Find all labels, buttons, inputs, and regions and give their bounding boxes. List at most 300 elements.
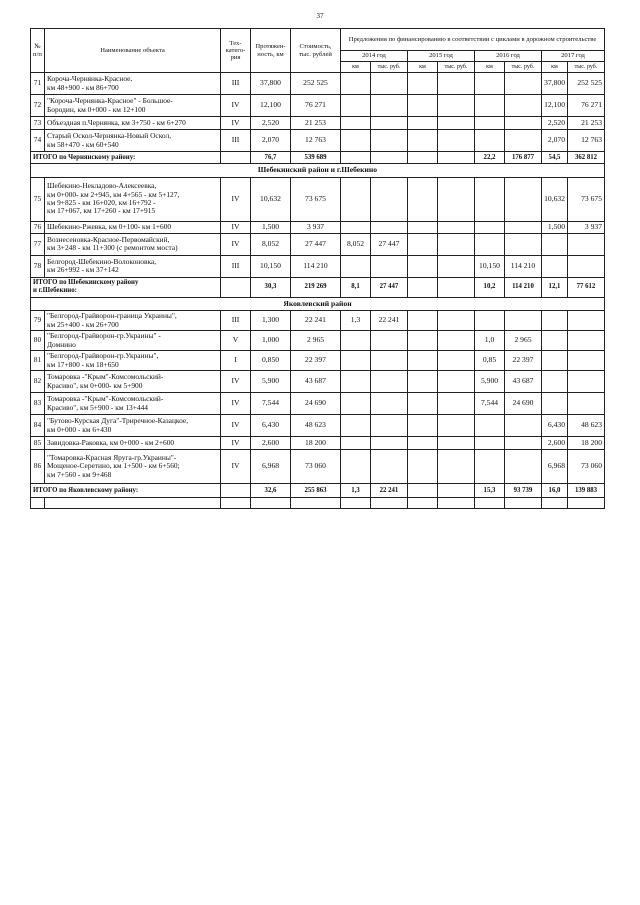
object-name: "Томаровка-Красная Яруга-гр.Украины"- Мощеное-Серетино, км 1+500 - км 6+560; км 7+560 - км 9+468 bbox=[45, 450, 221, 484]
section-header-row bbox=[31, 164, 605, 178]
rub-2015-cell bbox=[438, 130, 475, 152]
empty-row bbox=[31, 498, 605, 509]
empty-cell bbox=[45, 498, 221, 509]
km-2014-cell bbox=[341, 117, 371, 130]
rub-2017-cell: 12 763 bbox=[568, 130, 605, 152]
unit-km-2016: км bbox=[475, 62, 505, 73]
total-label: ИТОГО по Шебекинскому району и г.Шебекино: bbox=[31, 277, 221, 297]
total-km-2017: 16,0 bbox=[542, 484, 568, 498]
col-length-header: Протяжен- ность, км bbox=[251, 29, 291, 73]
length-cell: 1,500 bbox=[251, 221, 291, 233]
rub-2015-cell bbox=[438, 415, 475, 437]
km-2016-cell bbox=[475, 95, 505, 117]
page-number: 37 bbox=[316, 12, 324, 20]
table-row bbox=[31, 73, 605, 95]
table-body bbox=[31, 73, 605, 509]
empty-cell bbox=[505, 498, 542, 509]
row-number: 78 bbox=[31, 255, 45, 277]
length-cell: 7,544 bbox=[251, 393, 291, 415]
total-rub-2016: 114 210 bbox=[505, 277, 542, 297]
cost-cell: 3 937 bbox=[291, 221, 341, 233]
empty-cell bbox=[542, 498, 568, 509]
cost-cell: 27 447 bbox=[291, 233, 341, 255]
total-row bbox=[31, 277, 605, 297]
rub-2015-cell bbox=[438, 351, 475, 371]
total-km-2015 bbox=[408, 152, 438, 164]
cost-cell: 114 210 bbox=[291, 255, 341, 277]
rub-2014-cell bbox=[371, 117, 408, 130]
cost-cell: 24 690 bbox=[291, 393, 341, 415]
km-2015-cell bbox=[408, 177, 438, 221]
total-km-2015 bbox=[408, 484, 438, 498]
cost-cell: 12 763 bbox=[291, 130, 341, 152]
row-number: 82 bbox=[31, 371, 45, 393]
km-2017-cell bbox=[542, 311, 568, 331]
km-2016-cell: 1,0 bbox=[475, 331, 505, 351]
total-km-2016: 22,2 bbox=[475, 152, 505, 164]
category-cell: III bbox=[221, 311, 251, 331]
cost-cell: 73 675 bbox=[291, 177, 341, 221]
row-number: 77 bbox=[31, 233, 45, 255]
category-cell: V bbox=[221, 331, 251, 351]
row-number: 75 bbox=[31, 177, 45, 221]
length-cell: 12,100 bbox=[251, 95, 291, 117]
cost-cell: 252 525 bbox=[291, 73, 341, 95]
total-row bbox=[31, 152, 605, 164]
category-cell: IV bbox=[221, 221, 251, 233]
category-cell: IV bbox=[221, 95, 251, 117]
rub-2016-cell bbox=[505, 73, 542, 95]
rub-2015-cell bbox=[438, 437, 475, 450]
total-length: 30,3 bbox=[251, 277, 291, 297]
col-cost-header: Стоимость, тыс. рублей bbox=[291, 29, 341, 73]
category-cell: IV bbox=[221, 117, 251, 130]
rub-2017-cell bbox=[568, 233, 605, 255]
rub-2014-cell bbox=[371, 371, 408, 393]
km-2014-cell: 1,3 bbox=[341, 311, 371, 331]
category-cell: IV bbox=[221, 393, 251, 415]
object-name: Шебекино-Ржевка, км 0+100- км 1+600 bbox=[45, 221, 221, 233]
rub-2017-cell: 3 937 bbox=[568, 221, 605, 233]
total-rub-2016: 93 739 bbox=[505, 484, 542, 498]
category-cell: IV bbox=[221, 450, 251, 484]
total-km-2016: 15,3 bbox=[475, 484, 505, 498]
empty-cell bbox=[438, 498, 475, 509]
km-2014-cell bbox=[341, 450, 371, 484]
km-2017-cell bbox=[542, 371, 568, 393]
empty-cell bbox=[291, 498, 341, 509]
object-name: "Короча-Чернянка-Красное" - Большое- Бородин, км 0+000 - км 12+100 bbox=[45, 95, 221, 117]
unit-rub-2017: тыс. руб. bbox=[568, 62, 605, 73]
km-2017-cell bbox=[542, 233, 568, 255]
rub-2014-cell bbox=[371, 73, 408, 95]
table-row bbox=[31, 351, 605, 371]
km-2015-cell bbox=[408, 130, 438, 152]
table-row bbox=[31, 255, 605, 277]
table-row bbox=[31, 415, 605, 437]
rub-2017-cell bbox=[568, 351, 605, 371]
total-rub-2017: 77 612 bbox=[568, 277, 605, 297]
km-2017-cell bbox=[542, 351, 568, 371]
km-2015-cell bbox=[408, 437, 438, 450]
unit-rub-2016: тыс. руб. bbox=[505, 62, 542, 73]
km-2016-cell: 7,544 bbox=[475, 393, 505, 415]
cost-cell: 2 965 bbox=[291, 331, 341, 351]
empty-cell bbox=[31, 498, 45, 509]
rub-2016-cell bbox=[505, 177, 542, 221]
total-rub-2015 bbox=[438, 152, 475, 164]
total-rub-2014 bbox=[371, 152, 408, 164]
table-row bbox=[31, 177, 605, 221]
km-2014-cell bbox=[341, 393, 371, 415]
header-row-1 bbox=[31, 29, 605, 51]
row-number: 80 bbox=[31, 331, 45, 351]
section-title: Яковлевский район bbox=[31, 297, 605, 311]
row-number: 74 bbox=[31, 130, 45, 152]
empty-cell bbox=[221, 498, 251, 509]
rub-2014-cell bbox=[371, 221, 408, 233]
rub-2015-cell bbox=[438, 393, 475, 415]
km-2016-cell bbox=[475, 437, 505, 450]
table-row bbox=[31, 95, 605, 117]
object-name: "Белгород-Грайворон-граница Украины", км 25+400 - км 26+700 bbox=[45, 311, 221, 331]
total-rub-2014: 22 241 bbox=[371, 484, 408, 498]
rub-2016-cell bbox=[505, 221, 542, 233]
cost-cell: 18 200 bbox=[291, 437, 341, 450]
year-2014-header: 2014 год bbox=[341, 51, 408, 62]
km-2017-cell bbox=[542, 255, 568, 277]
rub-2014-cell bbox=[371, 450, 408, 484]
km-2015-cell bbox=[408, 221, 438, 233]
unit-km-2014: км bbox=[341, 62, 371, 73]
length-cell: 5,900 bbox=[251, 371, 291, 393]
length-cell: 0,850 bbox=[251, 351, 291, 371]
road-objects-table bbox=[30, 28, 605, 509]
km-2016-cell bbox=[475, 177, 505, 221]
object-name: Белгород-Шебекино-Волоконовка, км 26+992 - км 37+142 bbox=[45, 255, 221, 277]
empty-cell bbox=[371, 498, 408, 509]
km-2015-cell bbox=[408, 393, 438, 415]
rub-2014-cell bbox=[371, 393, 408, 415]
row-number: 71 bbox=[31, 73, 45, 95]
rub-2017-cell: 18 200 bbox=[568, 437, 605, 450]
km-2016-cell bbox=[475, 450, 505, 484]
rub-2014-cell bbox=[371, 95, 408, 117]
object-name: "Белгород-Грайворон-гр.Украины" - Домнино bbox=[45, 331, 221, 351]
total-rub-2017: 362 812 bbox=[568, 152, 605, 164]
row-number: 85 bbox=[31, 437, 45, 450]
rub-2015-cell bbox=[438, 450, 475, 484]
cost-cell: 48 623 bbox=[291, 415, 341, 437]
total-empty-cat bbox=[221, 277, 251, 297]
col-number-header: № п/п bbox=[31, 29, 45, 73]
category-cell: IV bbox=[221, 177, 251, 221]
section-title: Шебекинский район и г.Шебекино bbox=[31, 164, 605, 178]
km-2017-cell: 2,600 bbox=[542, 437, 568, 450]
rub-2014-cell bbox=[371, 331, 408, 351]
cost-cell: 22 397 bbox=[291, 351, 341, 371]
km-2015-cell bbox=[408, 351, 438, 371]
year-2015-header: 2015 год bbox=[408, 51, 475, 62]
total-rub-2015 bbox=[438, 277, 475, 297]
total-rub-2014: 27 447 bbox=[371, 277, 408, 297]
empty-cell bbox=[341, 498, 371, 509]
km-2014-cell bbox=[341, 351, 371, 371]
category-cell: III bbox=[221, 130, 251, 152]
table-row bbox=[31, 233, 605, 255]
rub-2016-cell bbox=[505, 415, 542, 437]
category-cell: IV bbox=[221, 437, 251, 450]
row-number: 86 bbox=[31, 450, 45, 484]
km-2016-cell bbox=[475, 73, 505, 95]
km-2017-cell: 37,800 bbox=[542, 73, 568, 95]
total-length: 76,7 bbox=[251, 152, 291, 164]
category-cell: I bbox=[221, 351, 251, 371]
km-2016-cell bbox=[475, 221, 505, 233]
total-length: 32,6 bbox=[251, 484, 291, 498]
rub-2017-cell: 76 271 bbox=[568, 95, 605, 117]
total-km-2017: 54,5 bbox=[542, 152, 568, 164]
table-row bbox=[31, 371, 605, 393]
km-2016-cell bbox=[475, 233, 505, 255]
total-empty-cat bbox=[221, 152, 251, 164]
unit-rub-2014: тыс. руб. bbox=[371, 62, 408, 73]
km-2014-cell bbox=[341, 130, 371, 152]
rub-2016-cell bbox=[505, 117, 542, 130]
row-number: 79 bbox=[31, 311, 45, 331]
rub-2014-cell: 22 241 bbox=[371, 311, 408, 331]
rub-2017-cell bbox=[568, 331, 605, 351]
rub-2016-cell bbox=[505, 450, 542, 484]
table-row bbox=[31, 450, 605, 484]
km-2017-cell bbox=[542, 331, 568, 351]
total-rub-2015 bbox=[438, 484, 475, 498]
table-row bbox=[31, 130, 605, 152]
object-name: "Белгород-Грайворон-гр.Украины", км 17+800 - км 18+650 bbox=[45, 351, 221, 371]
km-2014-cell bbox=[341, 437, 371, 450]
rub-2014-cell bbox=[371, 415, 408, 437]
total-km-2017: 12,1 bbox=[542, 277, 568, 297]
km-2015-cell bbox=[408, 331, 438, 351]
rub-2015-cell bbox=[438, 233, 475, 255]
table-row bbox=[31, 221, 605, 233]
rub-2017-cell: 73 060 bbox=[568, 450, 605, 484]
km-2014-cell bbox=[341, 255, 371, 277]
km-2015-cell bbox=[408, 233, 438, 255]
total-cost: 219 269 bbox=[291, 277, 341, 297]
rub-2016-cell bbox=[505, 311, 542, 331]
object-name: "Бутово-Курская Дуга"-Триречное-Казацкое, км 0+000 - км 6+430 bbox=[45, 415, 221, 437]
rub-2017-cell: 73 675 bbox=[568, 177, 605, 221]
table-row bbox=[31, 393, 605, 415]
rub-2017-cell bbox=[568, 311, 605, 331]
category-cell: IV bbox=[221, 233, 251, 255]
km-2016-cell bbox=[475, 117, 505, 130]
rub-2016-cell bbox=[505, 130, 542, 152]
category-cell: IV bbox=[221, 415, 251, 437]
km-2015-cell bbox=[408, 73, 438, 95]
km-2014-cell bbox=[341, 221, 371, 233]
km-2016-cell bbox=[475, 130, 505, 152]
empty-cell bbox=[475, 498, 505, 509]
km-2014-cell bbox=[341, 177, 371, 221]
km-2015-cell bbox=[408, 450, 438, 484]
object-name: Томаровка -"Крым"-Комсомольский- Красиво", км 0+000- км 5+900 bbox=[45, 371, 221, 393]
rub-2014-cell bbox=[371, 437, 408, 450]
rub-2017-cell: 48 623 bbox=[568, 415, 605, 437]
km-2015-cell bbox=[408, 117, 438, 130]
empty-cell bbox=[251, 498, 291, 509]
table-row bbox=[31, 311, 605, 331]
total-rub-2017: 139 883 bbox=[568, 484, 605, 498]
object-name: Объездная п.Чернянка, км 3+750 - км 6+270 bbox=[45, 117, 221, 130]
rub-2017-cell bbox=[568, 255, 605, 277]
section-header-row bbox=[31, 297, 605, 311]
km-2015-cell bbox=[408, 311, 438, 331]
rub-2014-cell bbox=[371, 130, 408, 152]
rub-2015-cell bbox=[438, 95, 475, 117]
km-2016-cell bbox=[475, 311, 505, 331]
km-2017-cell: 6,968 bbox=[542, 450, 568, 484]
object-name: Старый Оскол-Чернянка-Новый Оскол, км 58+470 - км 60+540 bbox=[45, 130, 221, 152]
object-name: Вознесеновка-Красное-Первомайский, км 3+248 - км 11+300 (с ремонтом моста) bbox=[45, 233, 221, 255]
rub-2016-cell: 24 690 bbox=[505, 393, 542, 415]
km-2017-cell: 6,430 bbox=[542, 415, 568, 437]
length-cell: 1,000 bbox=[251, 331, 291, 351]
object-name: Томаровка -"Крым"-Комсомольский- Красиво", км 5+900 - км 13+444 bbox=[45, 393, 221, 415]
total-km-2014: 8,1 bbox=[341, 277, 371, 297]
total-km-2016: 10,2 bbox=[475, 277, 505, 297]
total-km-2014 bbox=[341, 152, 371, 164]
rub-2015-cell bbox=[438, 117, 475, 130]
km-2014-cell bbox=[341, 95, 371, 117]
rub-2016-cell: 22 397 bbox=[505, 351, 542, 371]
cost-cell: 21 253 bbox=[291, 117, 341, 130]
rub-2015-cell bbox=[438, 73, 475, 95]
row-number: 72 bbox=[31, 95, 45, 117]
cost-cell: 22 241 bbox=[291, 311, 341, 331]
rub-2015-cell bbox=[438, 221, 475, 233]
rub-2014-cell bbox=[371, 255, 408, 277]
length-cell: 1,300 bbox=[251, 311, 291, 331]
unit-rub-2015: тыс. руб. bbox=[438, 62, 475, 73]
km-2016-cell: 10,150 bbox=[475, 255, 505, 277]
year-2016-header: 2016 год bbox=[475, 51, 542, 62]
cost-cell: 73 060 bbox=[291, 450, 341, 484]
length-cell: 37,800 bbox=[251, 73, 291, 95]
rub-2016-cell: 43 687 bbox=[505, 371, 542, 393]
rub-2016-cell bbox=[505, 437, 542, 450]
rub-2016-cell bbox=[505, 95, 542, 117]
table-row bbox=[31, 117, 605, 130]
rub-2017-cell bbox=[568, 371, 605, 393]
length-cell: 10,150 bbox=[251, 255, 291, 277]
km-2015-cell bbox=[408, 255, 438, 277]
km-2017-cell: 2,520 bbox=[542, 117, 568, 130]
km-2014-cell bbox=[341, 73, 371, 95]
total-rub-2016: 176 877 bbox=[505, 152, 542, 164]
rub-2015-cell bbox=[438, 331, 475, 351]
rub-2015-cell bbox=[438, 371, 475, 393]
length-cell: 2,070 bbox=[251, 130, 291, 152]
year-2017-header: 2017 год bbox=[542, 51, 605, 62]
km-2015-cell bbox=[408, 415, 438, 437]
total-label: ИТОГО по Чернянскому району: bbox=[31, 152, 221, 164]
km-2017-cell: 10,632 bbox=[542, 177, 568, 221]
km-2015-cell bbox=[408, 371, 438, 393]
category-cell: III bbox=[221, 255, 251, 277]
rub-2014-cell bbox=[371, 177, 408, 221]
total-km-2014: 1,3 bbox=[341, 484, 371, 498]
km-2017-cell: 12,100 bbox=[542, 95, 568, 117]
rub-2015-cell bbox=[438, 255, 475, 277]
cost-cell: 76 271 bbox=[291, 95, 341, 117]
table-row bbox=[31, 331, 605, 351]
financing-header: Предложения по финансированию в соответствии с циклами в дорожном строительстве bbox=[341, 29, 605, 51]
row-number: 84 bbox=[31, 415, 45, 437]
row-number: 83 bbox=[31, 393, 45, 415]
km-2014-cell: 8,052 bbox=[341, 233, 371, 255]
row-number: 81 bbox=[31, 351, 45, 371]
empty-cell bbox=[408, 498, 438, 509]
length-cell: 6,430 bbox=[251, 415, 291, 437]
empty-cell bbox=[568, 498, 605, 509]
km-2016-cell: 0,85 bbox=[475, 351, 505, 371]
length-cell: 2,600 bbox=[251, 437, 291, 450]
total-cost: 255 863 bbox=[291, 484, 341, 498]
km-2015-cell bbox=[408, 95, 438, 117]
km-2014-cell bbox=[341, 415, 371, 437]
rub-2015-cell bbox=[438, 311, 475, 331]
km-2017-cell bbox=[542, 393, 568, 415]
length-cell: 8,052 bbox=[251, 233, 291, 255]
category-cell: IV bbox=[221, 371, 251, 393]
rub-2014-cell: 27 447 bbox=[371, 233, 408, 255]
total-empty-cat bbox=[221, 484, 251, 498]
category-cell: III bbox=[221, 73, 251, 95]
row-number: 73 bbox=[31, 117, 45, 130]
km-2017-cell: 2,070 bbox=[542, 130, 568, 152]
length-cell: 6,968 bbox=[251, 450, 291, 484]
total-row bbox=[31, 484, 605, 498]
length-cell: 2,520 bbox=[251, 117, 291, 130]
row-number: 76 bbox=[31, 221, 45, 233]
km-2017-cell: 1,500 bbox=[542, 221, 568, 233]
rub-2017-cell: 252 525 bbox=[568, 73, 605, 95]
object-name: Завидовка-Раковка, км 0+000 - км 2+600 bbox=[45, 437, 221, 450]
cost-cell: 43 687 bbox=[291, 371, 341, 393]
length-cell: 10,632 bbox=[251, 177, 291, 221]
total-cost: 539 689 bbox=[291, 152, 341, 164]
object-name: Шебекино-Некладово-Алексеевка, км 0+000- км 2+945, км 4+565 - км 5+127, км 9+825 - км 16+020, км 16+792 - км 17+067, км 17+260 - км 17+915 bbox=[45, 177, 221, 221]
table-row bbox=[31, 437, 605, 450]
total-label: ИТОГО по Яковлевскому району: bbox=[31, 484, 221, 498]
rub-2017-cell bbox=[568, 393, 605, 415]
rub-2016-cell bbox=[505, 233, 542, 255]
km-2014-cell bbox=[341, 371, 371, 393]
rub-2015-cell bbox=[438, 177, 475, 221]
km-2016-cell bbox=[475, 415, 505, 437]
rub-2016-cell: 2 965 bbox=[505, 331, 542, 351]
col-name-header: Наименование объекта bbox=[45, 29, 221, 73]
object-name: Короча-Чернянка-Красное, км 48+900 - км 86+700 bbox=[45, 73, 221, 95]
unit-km-2015: км bbox=[408, 62, 438, 73]
rub-2016-cell: 114 210 bbox=[505, 255, 542, 277]
col-category-header: Тех- катего- рия bbox=[221, 29, 251, 73]
total-km-2015 bbox=[408, 277, 438, 297]
km-2014-cell bbox=[341, 331, 371, 351]
unit-km-2017: км bbox=[542, 62, 568, 73]
